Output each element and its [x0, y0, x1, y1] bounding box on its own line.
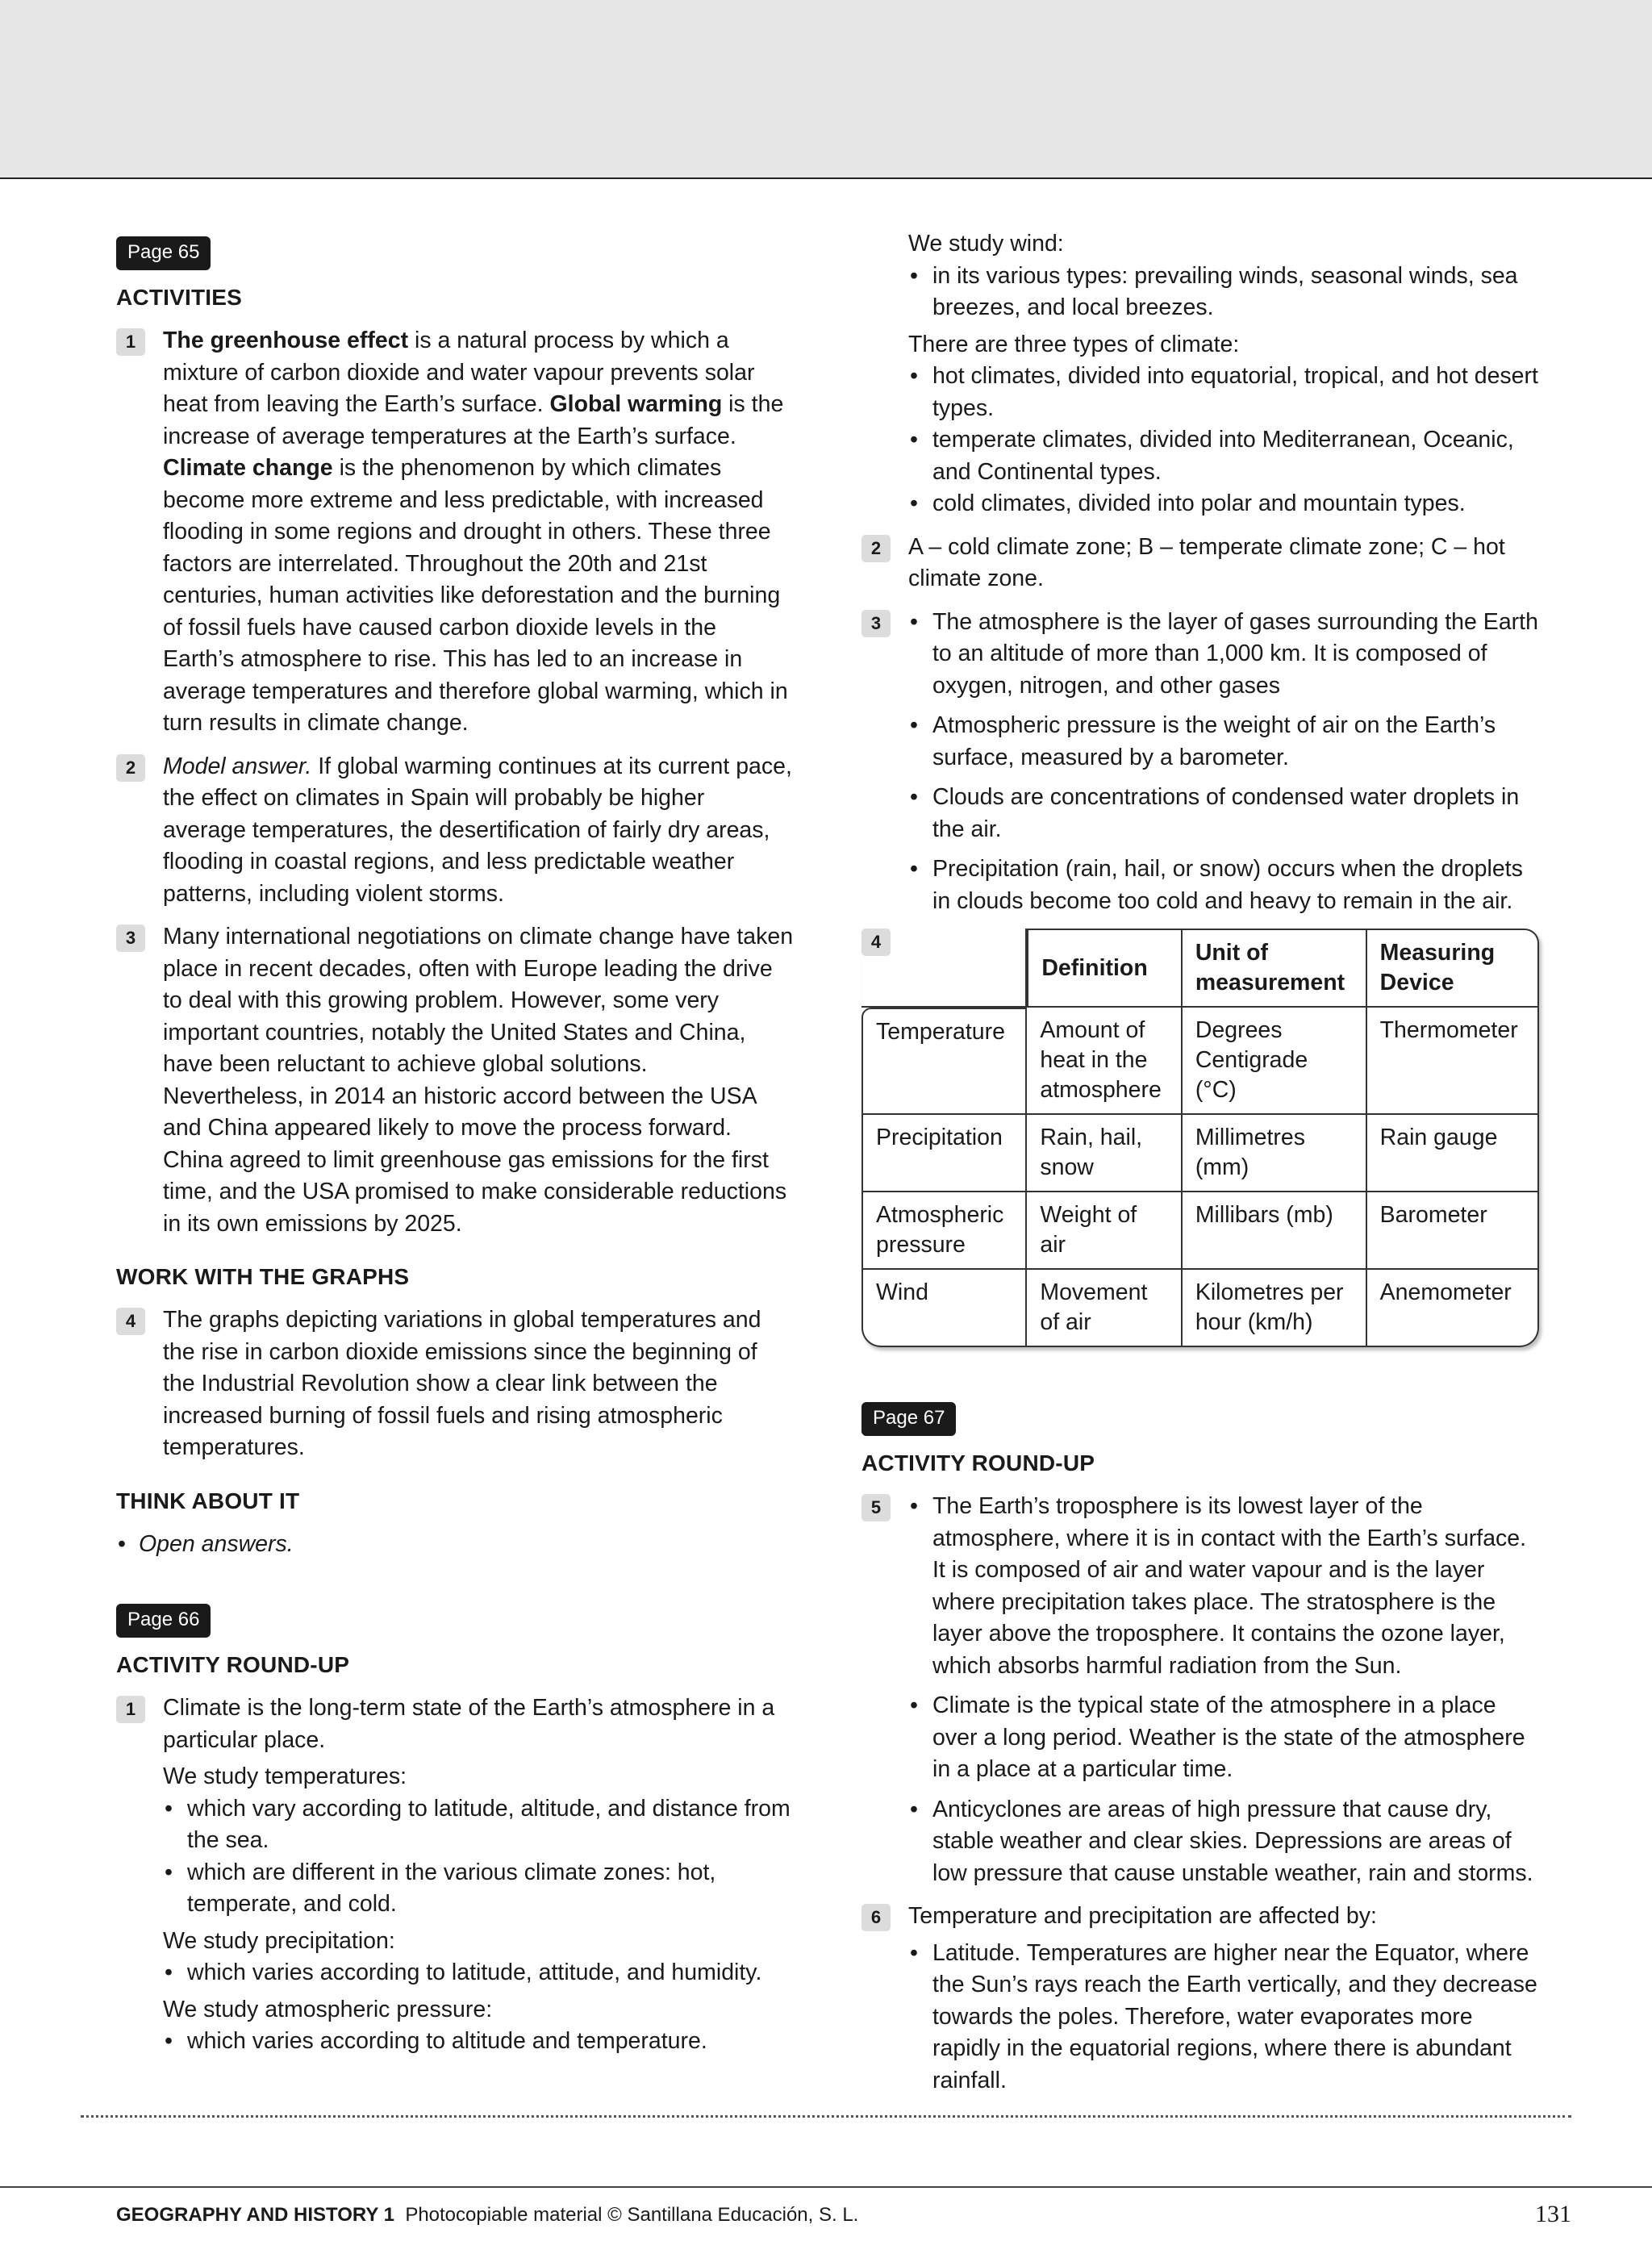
activity-number: 4 — [116, 1308, 145, 1335]
table-row — [861, 1115, 1539, 1192]
table-cell: Weight of air — [1027, 1192, 1182, 1270]
bullet-list — [908, 1491, 1539, 1889]
activity-item — [116, 751, 794, 911]
table-cell: Rain, hail, snow — [1027, 1115, 1182, 1192]
paragraph-text: If global warming continues at its current pace, the effect on climates in Spain will probably be higher average temperatures, the desertification of fairly dry areas, flooding in coastal regions, and less predictable weather patterns, including violent storms. — [163, 753, 792, 907]
activity-item — [116, 1304, 794, 1464]
table-cell: Anemometer — [1367, 1270, 1539, 1347]
footer — [0, 2186, 1652, 2227]
activity-item — [861, 1491, 1539, 1889]
bullet-text: • Anticyclones are areas of high pressure that cause dry, stable weather and clear skies. Depressions are areas of low pressure that cause unstable weather, rain and storms. — [908, 1794, 1539, 1890]
paragraph-text: Many international negotiations on climate change have taken place in recent decades, often with Europe leading the drive to deal with this growing problem. However, some very important countries, notably the United States and China, have been reluctant to achieve global solutions. Nevertheless, in 2014 an historic accord between the USA and China appeared likely to move the process forward. China agreed to limit greenhouse gas emissions for the first time, and the USA promised to make considerable reductions in its own emissions by 2025. — [163, 924, 794, 1237]
table-cell: Movement of air — [1027, 1270, 1182, 1347]
table-cell: Kilometres per hour (km/h) — [1183, 1270, 1367, 1347]
bullet-list — [908, 261, 1539, 324]
model-answer-label: Model answer. — [163, 753, 312, 779]
bullet-list — [908, 361, 1539, 520]
paragraph-text: Climate is the long-term state of the Earth’s atmosphere in a particular place. — [163, 1695, 775, 1753]
paragraph-text: is the phenomenon by which climates become more extreme and less predictable, with increased flooding in some regions and drought in others. These three factors are interrelated. Throughout the 20th and 21st centuries, human activities like deforestation and the burning of fossil fuels have caused carbon dioxide levels in the Earth’s atmosphere to rise. This has led to an increase in average temperatures and therefore global warming, which in turn results in climate change. — [163, 455, 788, 736]
page-tag: Page 66 — [116, 1604, 211, 1638]
table-cell: Barometer — [1367, 1192, 1539, 1270]
table-row-header: Precipitation — [861, 1115, 1027, 1192]
paragraph-text: is the increase of average temperatures at the Earth’s surface. — [163, 391, 784, 449]
activity-item — [116, 921, 794, 1240]
table-row — [861, 1270, 1539, 1347]
bullet-text: • which varies according to altitude and temperature. — [163, 2026, 794, 2058]
paragraph-text: We study temperatures: — [163, 1763, 407, 1789]
section-heading: ACTIVITIES — [116, 285, 243, 310]
table-column-header: Unit of measurement — [1183, 929, 1367, 1008]
activity-number: 3 — [861, 610, 891, 637]
continued-block — [861, 228, 1539, 520]
activity-number: 1 — [116, 1696, 145, 1723]
activity-number: 2 — [116, 754, 145, 782]
bullet-text: • Latitude. Temperatures are higher near the Equator, where the Sun’s rays reach the Earth vertically, and they decrease towards the poles. Therefore, water evaporates more rapidly in the equatorial regions, where there is abundant rainfall. — [908, 1938, 1539, 2097]
paragraph-text: Temperature and precipitation are affected by: — [908, 1903, 1377, 1929]
bullet-text: • which are different in the various climate zones: hot, temperate, and cold. — [163, 1857, 794, 1921]
bullet-text: • Clouds are concentrations of condensed water droplets in the air. — [908, 782, 1539, 845]
copyright-text: Photocopiable material © Santillana Educación, S. L. — [405, 2204, 859, 2226]
bullet-text: • which vary according to latitude, altitude, and distance from the sea. — [163, 1793, 794, 1857]
bullet-text: • Atmospheric pressure is the weight of air on the Earth’s surface, measured by a barometer. — [908, 710, 1539, 774]
key-term: Global warming — [549, 391, 723, 417]
section-heading: THINK ABOUT IT — [116, 1488, 300, 1513]
climate-elements-table — [861, 929, 1539, 1347]
paragraph-text: The graphs depicting variations in global temperatures and the rise in carbon dioxide emissions since the beginning of the Industrial Revolution show a clear link between the increased burning of fossil fuels and rising atmospheric temperatures. — [163, 1307, 761, 1460]
activity-item — [861, 607, 1539, 918]
table-cell: Millibars (mb) — [1183, 1192, 1367, 1270]
table-row — [861, 1008, 1539, 1115]
paragraph-text: A – cold climate zone; B – temperate climate zone; C – hot climate zone. — [908, 533, 1505, 591]
bullet-text: • cold climates, divided into polar and mountain types. — [908, 488, 1539, 520]
key-term: Climate change — [163, 455, 333, 481]
bullet-list — [163, 1957, 794, 1989]
bullet-list — [116, 1529, 794, 1561]
table-cell: Thermometer — [1367, 1008, 1539, 1115]
activity-item — [116, 325, 794, 740]
table-row-header: Wind — [861, 1270, 1027, 1347]
table-cell: Rain gauge — [1367, 1115, 1539, 1192]
paragraph-text: We study wind: — [908, 231, 1064, 257]
bullet-text: • temperate climates, divided into Mediterranean, Oceanic, and Continental types. — [908, 424, 1539, 488]
table-cell: Millimetres (mm) — [1183, 1115, 1367, 1192]
bullet-text: Open answers. — [139, 1530, 294, 1557]
right-column — [861, 228, 1539, 2108]
table-cell: Amount of heat in the atmosphere — [1027, 1008, 1182, 1115]
table-row-header: Temperature — [861, 1008, 1027, 1115]
paragraph-text: We study atmospheric pressure: — [163, 1996, 493, 2022]
activity-number: 6 — [861, 1904, 891, 1931]
page-tag: Page 65 — [116, 236, 211, 270]
page-tag: Page 67 — [861, 1402, 956, 1436]
bullet-text: • The Earth’s troposphere is its lowest layer of the atmosphere, where it is in contact with the Earth’s surface. It is composed of air and water vapour and is the layer where precipitation takes place. The stratosphere is the layer above the troposphere. It contains the ozone layer, which absorbs harmful radiation from the Sun. — [908, 1491, 1539, 1682]
activity-item — [861, 532, 1539, 595]
table-block — [861, 929, 1539, 1347]
activity-number: 5 — [861, 1494, 891, 1521]
section-heading: ACTIVITY ROUND-UP — [116, 1652, 350, 1677]
section-heading: WORK WITH THE GRAPHS — [116, 1264, 410, 1289]
table-column-header: Definition — [1027, 929, 1182, 1008]
table-header-row — [861, 929, 1539, 1008]
dotted-divider — [81, 2115, 1571, 2118]
bullet-text: • The atmosphere is the layer of gases surrounding the Earth to an altitude of more than 1,000 km. It is composed of oxygen, nitrogen, and other gases — [908, 607, 1539, 703]
bullet-list — [163, 1793, 794, 1921]
bullet-text: • Climate is the typical state of the atmosphere in a place over a long period. Weather is the state of the atmosphere in a place at a particular time. — [908, 1690, 1539, 1786]
activity-number: 3 — [116, 924, 145, 952]
footer-credit — [116, 2204, 858, 2227]
bullet-text: • Precipitation (rain, hail, or snow) occurs when the droplets in clouds become too cold and heavy to remain in the air. — [908, 854, 1539, 917]
section-heading: ACTIVITY ROUND-UP — [861, 1450, 1095, 1475]
page-number: 131 — [1535, 2201, 1571, 2227]
key-term: The greenhouse effect — [163, 328, 409, 353]
bullet-text: • in its various types: prevailing winds, seasonal winds, sea breezes, and local breezes. — [908, 261, 1539, 324]
table-row — [861, 1192, 1539, 1270]
bullet-list — [908, 607, 1539, 918]
bullet-text: • which varies according to latitude, attitude, and humidity. — [163, 1957, 794, 1989]
table-column-header: Measuring Device — [1367, 929, 1539, 1008]
paragraph-text: We study precipitation: — [163, 1927, 395, 1954]
activity-item — [861, 1901, 1539, 2097]
left-column — [116, 230, 794, 2069]
book-title: GEOGRAPHY AND HISTORY 1 — [116, 2204, 394, 2226]
activity-number: 2 — [861, 535, 891, 562]
table-row-header: Atmospheric pressure — [861, 1192, 1027, 1270]
paragraph-text: is a natural process by which a mixture of carbon dioxide and water vapour prevents solar heat from leaving the Earth’s surface. — [163, 328, 755, 417]
activity-number: 4 — [861, 929, 891, 956]
bullet-list — [163, 2026, 794, 2058]
activity-number: 1 — [116, 328, 145, 356]
header-band — [0, 0, 1652, 179]
paragraph-text: There are three types of climate: — [908, 331, 1240, 357]
table-cell: Degrees Centigrade (°C) — [1183, 1008, 1367, 1115]
activity-item — [116, 1692, 794, 2058]
bullet-text: • hot climates, divided into equatorial, tropical, and hot desert types. — [908, 361, 1539, 424]
bullet-list — [908, 1938, 1539, 2097]
